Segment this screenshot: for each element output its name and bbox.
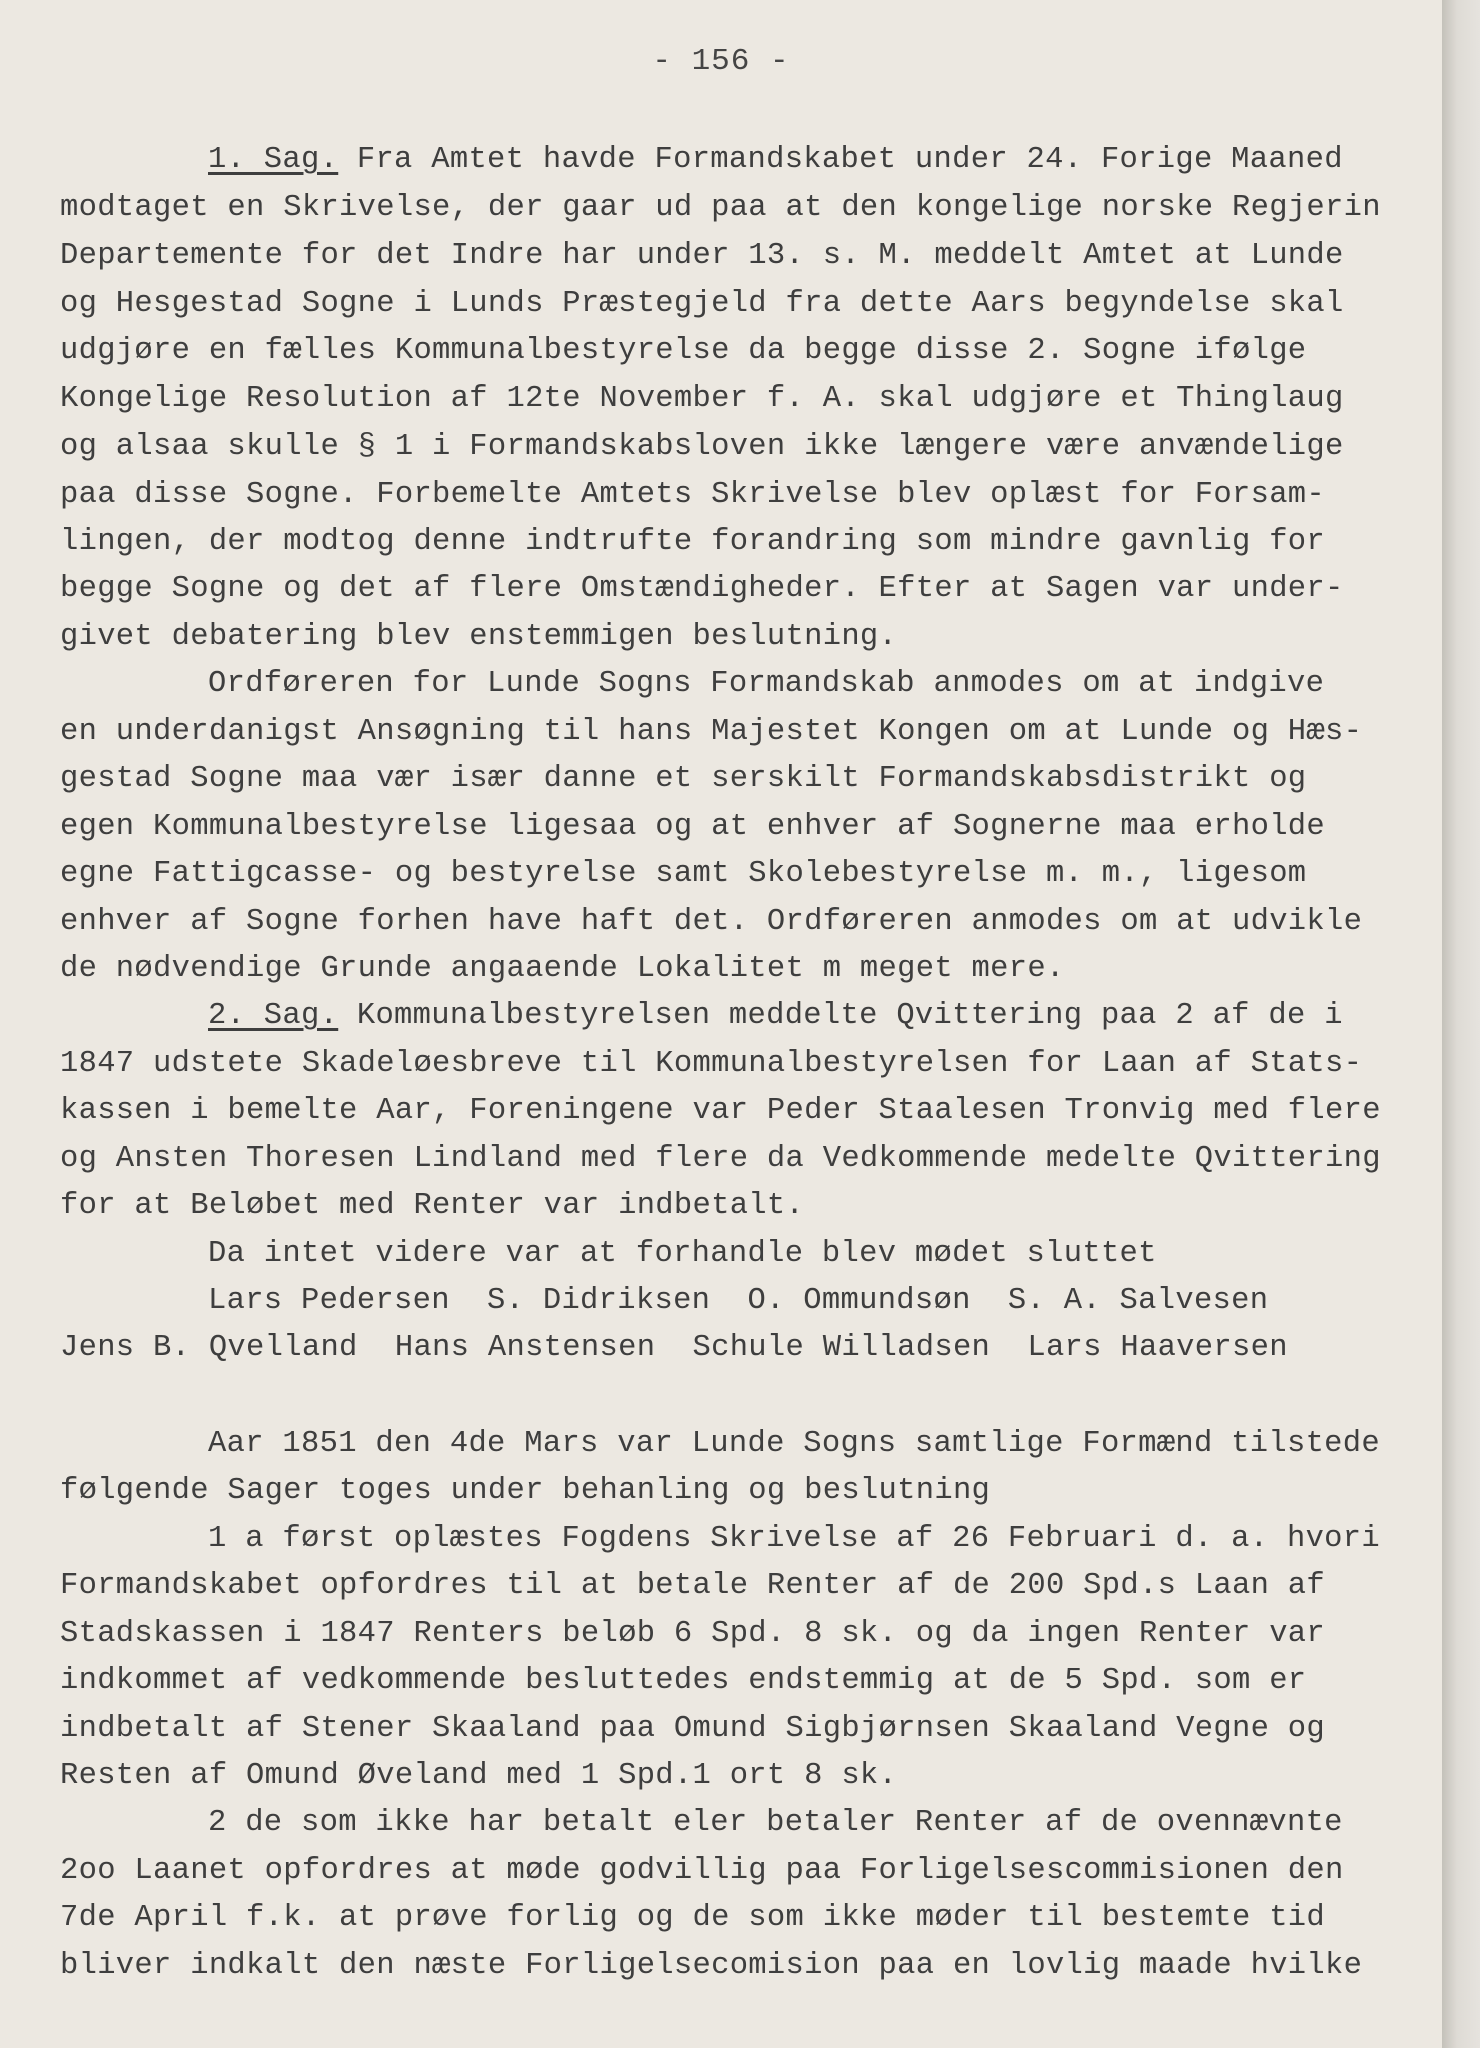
text-line: følgende Sager toges under behanling og beslutning <box>60 1474 991 1508</box>
text-line: de nødvendige Grunde angaaende Lokalitet m meget mere. <box>60 952 1065 986</box>
text-line: og Ansten Thoresen Lindland med flere da Vedkommende medelte Qvittering <box>60 1142 1381 1176</box>
text-line: modtaget en Skrivelse, der gaar ud paa at den kongelige norske Regjerin <box>60 191 1381 225</box>
page-number: - 156 - <box>652 44 790 79</box>
text-line: 7de April f.k. at prøve forlig og de som ikke møder til bestemte tid <box>60 1901 1326 1935</box>
text-line: 2oo Laanet opfordres at møde godvillig paa Forligelsescommisionen den <box>60 1854 1344 1888</box>
text-line: Formandskabet opfordres til at betale Renter af de 200 Spd.s Laan af <box>60 1569 1326 1603</box>
text-line: bliver indkalt den næste Forligelsecomision paa en lovlig maade hvilke <box>60 1949 1363 1983</box>
signature-line: Jens B. Qvelland Hans Anstensen Schule Willadsen Lars Haaversen <box>60 1331 1288 1365</box>
text-line: 1. Sag. Fra Amtet havde Formandskabet under 24. Forige Maaned <box>208 143 1343 177</box>
text-line: Kongelige Resolution af 12te November f. A. skal udgjøre et Thinglaug <box>60 382 1344 416</box>
page-edge <box>1442 0 1480 2048</box>
text-line: en underdanigst Ansøgning til hans Majestet Kongen om at Lunde og Hæs- <box>60 715 1363 749</box>
text-line: begge Sogne og det af flere Omstændigheder. Efter at Sagen var under- <box>60 572 1344 606</box>
text-line: indkommet af vedkommende besluttedes endstemmig at de 5 Spd. som er <box>60 1664 1307 1698</box>
text-line: 2. Sag. Kommunalbestyrelsen meddelte Qvittering paa 2 af de i <box>208 999 1343 1033</box>
text-line: for at Beløbet med Renter var indbetalt. <box>60 1189 805 1223</box>
text-line: 2 de som ikke har betalt eler betaler Renter af de ovennævnte <box>208 1806 1343 1840</box>
text-line: Da intet videre var at forhandle blev mødet sluttet <box>208 1237 1157 1271</box>
text-line: indbetalt af Stener Skaaland paa Omund Sigbjørnsen Skaaland Vegne og <box>60 1712 1326 1746</box>
case-heading: 2. Sag. <box>208 999 339 1033</box>
case-heading: 1. Sag. <box>208 143 339 177</box>
text-line: paa disse Sogne. Forbemelte Amtets Skrivelse blev oplæst for Forsam- <box>60 478 1326 512</box>
text-line: egne Fattigcasse- og bestyrelse samt Skolebestyrelse m. m., ligesom <box>60 857 1307 891</box>
text-line: gestad Sogne maa vær især danne et serskilt Formandskabsdistrikt og <box>60 762 1307 796</box>
text-line: udgjøre en fælles Kommunalbestyrelse da begge disse 2. Sogne ifølge <box>60 334 1307 368</box>
text-line: Resten af Omund Øveland med 1 Spd.1 ort 8 sk. <box>60 1759 898 1793</box>
text-line: 1 a først oplæstes Fogdens Skrivelse af 26 Februari d. a. hvori <box>208 1522 1380 1556</box>
text-line: enhver af Sogne forhen have haft det. Ordføreren anmodes om at udvikle <box>60 905 1363 939</box>
text-line: 1847 udstete Skadeløesbreve til Kommunalbestyrelsen for Laan af Stats- <box>60 1047 1363 1081</box>
text-line: egen Kommunalbestyrelse ligesaa og at enhver af Sognerne maa erholde <box>60 810 1326 844</box>
text-line: lingen, der modtog denne indtrufte forandring som mindre gavnlig for <box>60 525 1326 559</box>
text-line: Ordføreren for Lunde Sogns Formandskab anmodes om at indgive <box>208 667 1325 701</box>
text-line: og alsaa skulle § 1 i Formandskabsloven ikke længere være anvændelige <box>60 430 1344 464</box>
text-line: og Hesgestad Sogne i Lunds Præstegjeld fra dette Aars begyndelse skal <box>60 287 1344 321</box>
text-line: kassen i bemelte Aar, Foreningene var Peder Staalesen Tronvig med flere <box>60 1094 1381 1128</box>
text-line: givet debatering blev enstemmigen beslutning. <box>60 620 898 654</box>
text-line: Departemente for det Indre har under 13. s. M. meddelt Amtet at Lunde <box>60 239 1344 273</box>
text-line: Aar 1851 den 4de Mars var Lunde Sogns samtlige Formænd tilstede <box>208 1427 1380 1461</box>
signature-line: Lars Pedersen S. Didriksen O. Ommundsøn S. A. Salvesen <box>208 1284 1269 1318</box>
text-line: Stadskassen i 1847 Renters beløb 6 Spd. 8 sk. og da ingen Renter var <box>60 1617 1326 1651</box>
